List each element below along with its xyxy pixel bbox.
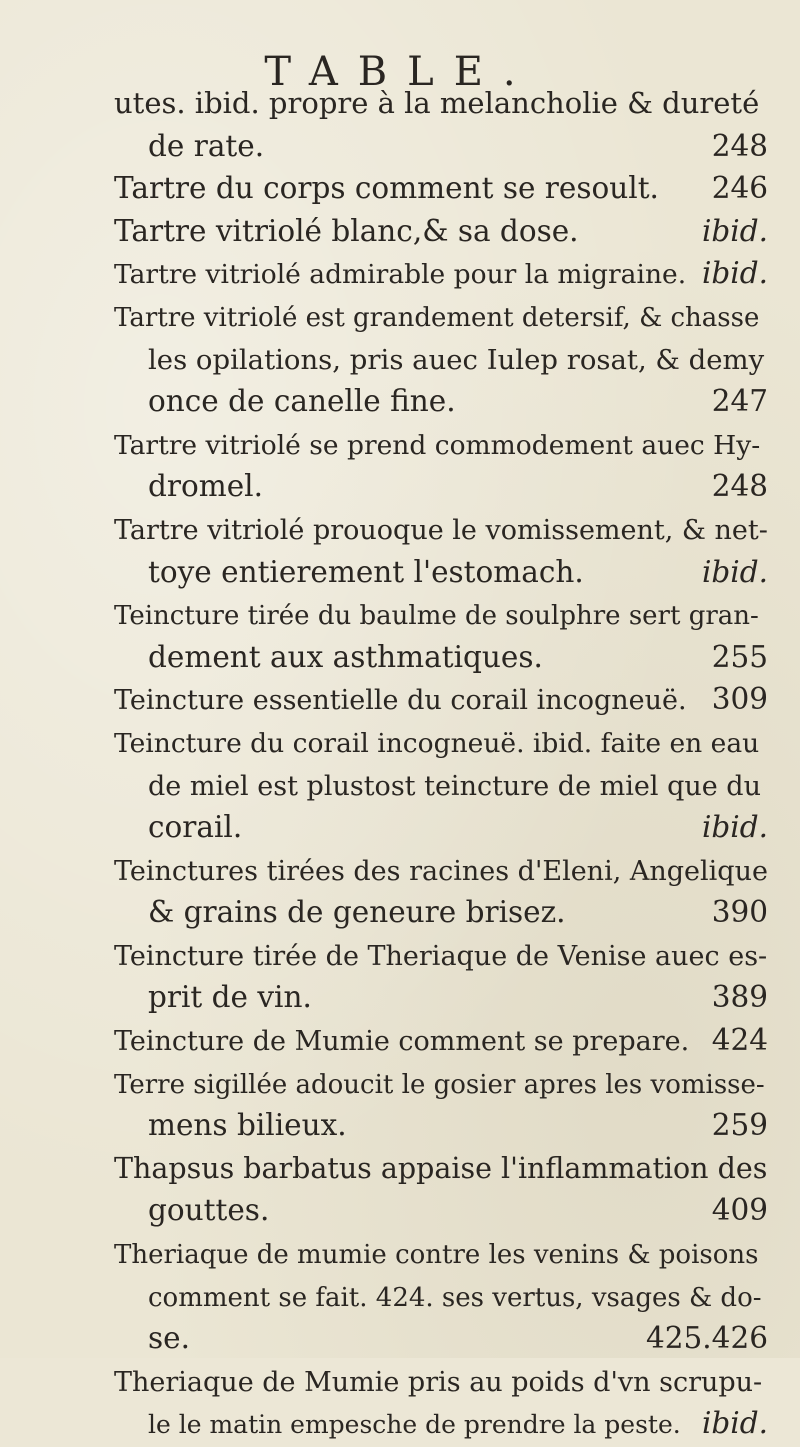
entry-line xyxy=(114,1232,768,1275)
page-reference: ibid. xyxy=(701,810,768,845)
entry-line xyxy=(114,125,768,168)
entry-text: Tartre vitriolé se prend commodement auec Hy- xyxy=(114,429,761,461)
entry-text: mens bilieux. xyxy=(148,1108,347,1143)
page-reference: 309 xyxy=(711,682,768,717)
page-reference: 248 xyxy=(711,469,768,504)
entry-text: Tartre vitriolé admirable pour la migraine. xyxy=(114,259,687,291)
entry-text: Tartre du corps comment se resoult. xyxy=(114,171,659,206)
entry-text: corail. xyxy=(148,810,243,845)
index-entry xyxy=(114,721,768,849)
entry-line xyxy=(114,1147,768,1190)
entry-line xyxy=(114,82,768,125)
entry-line xyxy=(114,295,768,338)
index-entry xyxy=(114,678,768,721)
page-reference: 409 xyxy=(711,1193,768,1228)
index-entry xyxy=(114,1360,768,1445)
page-reference: 255 xyxy=(711,639,768,674)
page-reference: ibid. xyxy=(701,213,768,248)
entry-line xyxy=(114,976,768,1019)
entry-line xyxy=(114,465,768,508)
entry-text: prit de vin. xyxy=(148,980,312,1015)
index-entry xyxy=(114,167,768,210)
entry-text: Teinctures tirées des racines d'Eleni, Angelique xyxy=(114,855,768,887)
entry-text: de miel est plustost teincture de miel que du xyxy=(148,770,761,802)
index-entry xyxy=(114,210,768,253)
entry-line xyxy=(114,764,768,807)
page-reference: ibid. xyxy=(701,256,768,291)
entry-line xyxy=(114,1019,768,1062)
entry-text: utes. ibid. propre à la melancholie & dureté xyxy=(114,86,760,120)
page-reference: 425.426 xyxy=(646,1321,768,1356)
entry-line xyxy=(114,934,768,977)
index-entry xyxy=(114,508,768,593)
entry-text: Teincture essentielle du corail incogneuë. xyxy=(114,685,687,717)
entry-text: Theriaque de mumie contre les venins & poisons xyxy=(114,1240,759,1271)
page-reference: 424 xyxy=(711,1023,768,1058)
entry-line xyxy=(114,1275,768,1318)
page-reference: ibid. xyxy=(701,554,768,589)
entry-text: le le matin empesche de prendre la peste. xyxy=(148,1410,681,1440)
page-reference: 247 xyxy=(711,384,768,419)
index-entry xyxy=(114,252,768,295)
entry-text: Tartre vitriolé prouoque le vomissement, & net- xyxy=(114,514,768,546)
entry-text: comment se fait. 424. ses vertus, vsages & do- xyxy=(148,1282,762,1313)
entry-line xyxy=(114,806,768,849)
entry-text: toye entierement l'estomach. xyxy=(148,554,584,589)
entry-line xyxy=(114,593,768,636)
page-reference: 259 xyxy=(711,1108,768,1143)
entry-line xyxy=(114,849,768,892)
page-reference: 390 xyxy=(711,895,768,930)
entry-text: & grains de geneure brisez. xyxy=(148,895,566,930)
index-entry xyxy=(114,593,768,678)
entry-line xyxy=(114,508,768,551)
entry-text: les opilations, pris auec Iulep rosat, & demy xyxy=(148,343,765,376)
index-entry xyxy=(114,295,768,423)
entry-line xyxy=(114,678,768,721)
entry-line xyxy=(114,1317,768,1360)
entry-line xyxy=(114,252,768,295)
index-entry xyxy=(114,1019,768,1062)
entry-text: Terre sigillée adoucit le gosier apres les vomisse- xyxy=(114,1069,765,1100)
index-entries xyxy=(114,82,768,1445)
entry-line xyxy=(114,1104,768,1147)
entry-line xyxy=(114,551,768,594)
entry-text: gouttes. xyxy=(148,1193,270,1228)
entry-line xyxy=(114,167,768,210)
entry-line xyxy=(114,891,768,934)
entry-text: Tartre vitriolé est grandement detersif, & chasse xyxy=(114,302,760,333)
page-reference: ibid. xyxy=(701,1406,768,1441)
entry-line xyxy=(114,423,768,466)
entry-text: dromel. xyxy=(148,469,263,504)
entry-line xyxy=(114,1062,768,1105)
running-head: TABLE. xyxy=(264,49,536,95)
entry-text: Theriaque de Mumie pris au poids d'vn scrupu- xyxy=(114,1366,763,1398)
entry-text: dement aux asthmatiques. xyxy=(148,639,543,674)
entry-line xyxy=(114,1189,768,1232)
entry-line xyxy=(114,380,768,423)
page-reference: 246 xyxy=(711,171,768,206)
entry-text: Teincture tirée de Theriaque de Venise auec es- xyxy=(114,940,768,972)
entry-line xyxy=(114,636,768,679)
entry-text: Thapsus barbatus appaise l'inflammation des xyxy=(114,1151,768,1185)
index-entry xyxy=(114,1062,768,1147)
entry-text: de rate. xyxy=(148,128,265,163)
index-entry xyxy=(114,1147,768,1232)
entry-line xyxy=(114,210,768,253)
index-entry xyxy=(114,423,768,508)
entry-text: Teincture de Mumie comment se prepare. xyxy=(114,1026,690,1058)
entry-text: Teincture tirée du baulme de soulphre sert gran- xyxy=(114,601,759,632)
entry-text: Tartre vitriolé blanc,& sa dose. xyxy=(114,213,579,248)
entry-text: Teincture du corail incogneuë. ibid. faite en eau xyxy=(114,727,760,759)
entry-line xyxy=(114,1360,768,1403)
index-entry xyxy=(114,934,768,1019)
page-reference: 248 xyxy=(711,128,768,163)
entry-line xyxy=(114,721,768,764)
entry-line xyxy=(114,1402,768,1445)
index-entry xyxy=(114,82,768,167)
entry-text: once de canelle fine. xyxy=(148,384,456,419)
index-entry xyxy=(114,849,768,934)
index-entry xyxy=(114,1232,768,1360)
page-reference: 389 xyxy=(711,980,768,1015)
entry-line xyxy=(114,338,768,381)
entry-text: se. xyxy=(148,1321,190,1356)
